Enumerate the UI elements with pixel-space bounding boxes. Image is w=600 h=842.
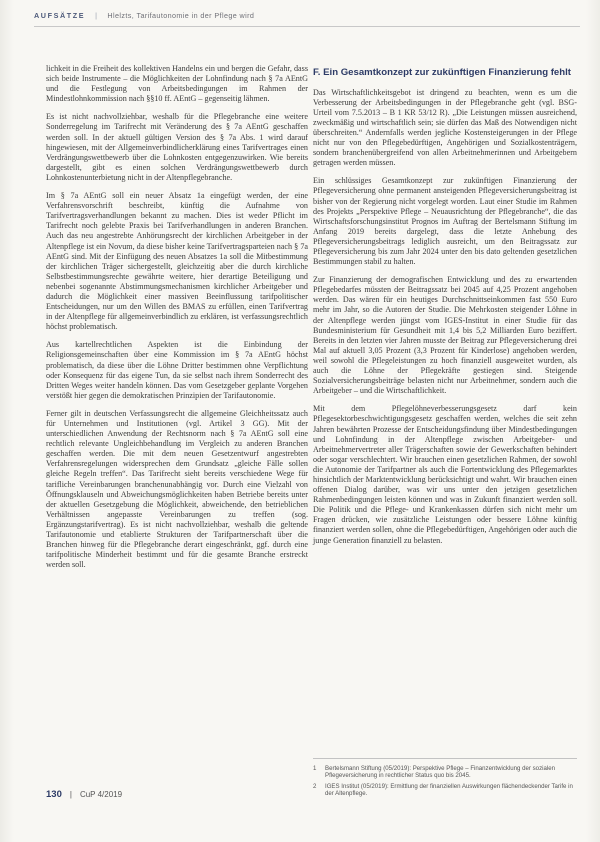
footnote-text: Bertelsmann Stiftung (05/2019): Perspektive Pflege – Finanzentwicklung der sozialen Pflegeversicherung in rechtlicher Status quo bis 2045. (325, 765, 555, 780)
header-separator: | (95, 10, 98, 20)
body-paragraph: Es ist nicht nachvollziehbar, weshalb für die Pflegebranche eine weitere Sonderregelung im Tarifrecht mit Veränderung des § 7a AEntG geschaffen werden soll. In der aktuell gültigen Version des § 7a Abs. 1 wird darauf hingewiesen, mit der Allgemeinverbindlicherklärung eines Tarifvertrages einen Verdrängungswettbewerb über die Lohnkosten entgegenzuwirken. Wie bereits dargestellt, gibt es einen solchen Verdrängungswettbewerb durch Lohnkostenunterbietung nicht in der Altenpflegebranche. (46, 112, 308, 182)
left-column (46, 64, 308, 570)
body-paragraph: lichkeit in die Freiheit des kollektiven Handelns ein und bergen die Gefahr, dass sich beide Instrumente – die Möglichkeiten der Lohnfindung nach § 7a AEntG und die Festlegung von Arbeitsbedingungen im Rahmen der Mindestlohnkommission nach §§10 ff. AEntG – gegenseitig lähmen. (46, 64, 308, 104)
running-header (34, 8, 580, 22)
body-paragraph: Mit dem Pflegelöhneverbesserungsgesetz darf kein Pflegesektorbeschwichtigungsgesetz geschaffen werden, welches die seit zehn Jahren bewährten Prozesse der Entscheidungsfindung über Mindestbedingungen und Lohnfindung in der Altenpflege zwischen Arbeitgeber- und Arbeitnehmervertreter aller Trägerschaften sowie der Gewerkschaften behindert oder sogar verschlechtert. Wir brauchen einen gesetzlichen Rahmen, der sowohl die Autonomie der Tarifpartner als auch die Fortentwicklung des Pflegemarktes hinsichtlich der Marktentwicklung berücksichtigt und wahrt. Wir brauchen einen offenen Dialog darüber, was wir uns unter den jetzigen gesetzlichen Rahmenbedingungen leisten können und was in Zukunft finanziert werden soll. Die Politik und die Pflege- und Krankenkassen dürfen sich nicht mehr um Fragen drücken, wie zusätzliche Leistungen oder bessere Löhne künftig finanziert werden sollen, ohne die Pflegebedürftigen, Angehörigen oder auch die junge Generation finanziell zu belasten. (313, 404, 577, 545)
body-paragraph: Ferner gilt in deutschen Verfassungsrecht die allgemeine Gleichheitssatz auch für Unternehmen und Institutionen (vgl. Artikel 3 GG). Mit der unterschiedlichen Anwendung der Rechtsnorm nach § 7a AEntG soll eine rechtlich relevante Ungleichbehandlung im Vergleich zu anderen Branchen geschaffen werden. Die mit dem neuen Gesetzentwurf angestrebten Verfahrensregelungen widersprechen dem Grundsatz „gleiche Fälle sollen gleiche Regeln treffen“. Das Tarifrecht sieht bereits verschiedene Wege für tarifliche Vereinbarungen branchenunabhängig vor. Durch eine Vielzahl von Öffnungsklauseln und Abweichungsmöglichkeiten haben Betriebe bereits unter der aktuellen Gesetzgebung die Möglichkeit, abweichende, den betrieblichen Verhältnissen angepasste Vereinbarungen zu treffen (sog. Ergänzungstarifvertrag). Es ist nicht nachvollziehbar, weshalb die geltende Tarifautonomie und etablierte Strukturen der Tarifpartnerschaft über die Branchen hinweg für die Pflegebranche derart eingeschränkt, ggf. durch eine tarifpolitische Minderheit bestimmt und für die gesamte Branche erstreckt werden soll. (46, 408, 308, 570)
footer-separator: | (69, 789, 72, 799)
header-running-title: Hlelzts, Tarifautonomie in der Pflege wird (107, 10, 255, 20)
journal-issue: CuP 4/2019 (79, 789, 123, 799)
page-number: 130 (46, 788, 62, 800)
footnotes (313, 758, 577, 801)
footnote-number: 2 (313, 782, 317, 790)
footnote-number: 1 (313, 765, 317, 772)
footnote-text: IGES Institut (05/2019): Ermittlung der finanziellen Auswirkungen flächendeckender Tarife in der Altenpflege. (325, 782, 573, 798)
footnote (313, 783, 577, 798)
body-paragraph: Aus kartellrechtlichen Aspekten ist die Einbindung der Religionsgemeinschaften über eine Kommission im § 7a AEntG höchst problematisch, da diese über die Löhne Dritter bestimmen ohne Verpflichtung oder Konsequenz für das eigene Tun, da sie selbst nach ihrem Sonderrecht des Dritten Weges weiter handeln können. Das vom Gesetzgeber geplante Vorgehen verstößt hier gegen die demokratischen Prinzipien der Tarifautonomie. (46, 340, 308, 400)
header-section-label: AUFSÄTZE (34, 10, 86, 20)
body-paragraph: Ein schlüssiges Gesamtkonzept zur zukünftigen Finanzierung der Pflegeversicherung ohne permanent ansteigenden Pflegeversicherungsbeitrag ist bisher von der Regierung nicht vorgelegt worden. Laut einer Studie im Rahmen des Projekts „Perspektive Pflege – Neuausrichtung der Pflegebranche“, die das Wirtschaftsforschungsinstitut Prognos im Auftrag der Bertelsmann Stiftung im Anfang 2019 bereits dargelegt, dass die letzte Anhebung des Pflegeversicherungsbeitrags lediglich ausreicht, um den Beitragssatz zur Pflegeversicherung bis zum Jahr 2024 unter den bis dato geltenden gesetzlichen Bestimmungen stabil zu halten. (313, 176, 577, 267)
body-paragraph: Zur Finanzierung der demografischen Entwicklung und des zu erwartenden Pflegebedarfes müssten der Beitragssatz bei 2045 auf 4,25 Prozent angehoben werden. Das wären für ein heutiges Durchschnittseinkommen fast 550 Euro mehr im Jahr, so die Autoren der Studie. Die Mehrkosten steigender Löhne in der Altenpflege werden jüngst vom IGES-Institut in einer Studie für das Bundesministerium für Gesundheit mit 1,4 bis 5,2 Milliarden Euro beziffert. Bereits in den letzten vier Jahren musste der Beitrag zur Pflegeversicherung drei Mal auf aktuell 3,05 Prozent (3,3 Prozent für Kinderlose) angehoben werden, weil sowohl die Pflegeleistungen zu hoch finanziell ausgeweitet wurden, als auch die Löhne der Pflegekräfte gestiegen sind. Steigende Sozialversicherungsbeiträge belasten nicht nur Arbeitnehmer, sondern auch die Arbeitgeber – und die Wirtschaftlichkeit. (313, 275, 577, 396)
footnote (313, 765, 577, 780)
header-rule (34, 26, 580, 27)
body-paragraph: Im § 7a AEntG soll ein neuer Absatz 1a eingefügt werden, der eine Verfahrensvorschrift beschreibt, künftig die Aufnahme von Tarifvertragsverhandlungen bekannt zu machen. Dies ist weder Pflicht im Tarifrecht noch gelebte Praxis bei Tarifverhandlungen in anderen Branchen. Auch das neu angestrebte Anhörungsrecht der kirchlichen Arbeitgeber in der Altenpflege ist ein Novum, da diese bisher keine Tarifvertragsparteien nach § 7a AEntG sind. Mit der Einfügung des neuen Absatzes 1a soll die Mitbestimmung der kirchlichen Träger sichergestellt, gleichzeitig aber die durch kirchliche Selbstbestimmungsrechte gewährte weitere, hier derartige Beteiligung und nebenbei sogenannte Abstimmungsmechanismen kirchlicher Arbeitgeber und dadurch die Möglichkeit einer massiven Beeinflussung tarifpolitischer Entscheidungen, nur um den Willen des BMAS zu erfüllen, einen Tarifvertrag in der Altenpflege für allgemeinverbindlich zu erklären, ist verfassungsrechtlich höchst problematisch. (46, 191, 308, 332)
right-column (313, 67, 577, 546)
body-paragraph: Das Wirtschaftlichkeitsgebot ist dringend zu beachten, wenn es um die Verbesserung der Arbeitsbedingungen in der Pflegebranche geht (vgl. BSG-Urteil vom 7.5.2013 – B 1 KR 53/12 R). „Die Leistungen müssen ausreichend, zweckmäßig und wirtschaftlich sein; sie dürfen das Maß des Notwendigen nicht überschreiten.“ Andernfalls werden jegliche Kostensteigerungen in der Pflege nicht nur von den Pflegebedürftigen, Angehörigen und Sozialkostenträgern, sondern branchenübergreifend von allen Arbeitnehmerinnen und Arbeitgebern getragen werden müssen. (313, 87, 577, 168)
section-heading: F. Ein Gesamtkonzept zur zukünftigen Finanzierung fehlt (313, 67, 571, 78)
page-footer (46, 787, 122, 801)
